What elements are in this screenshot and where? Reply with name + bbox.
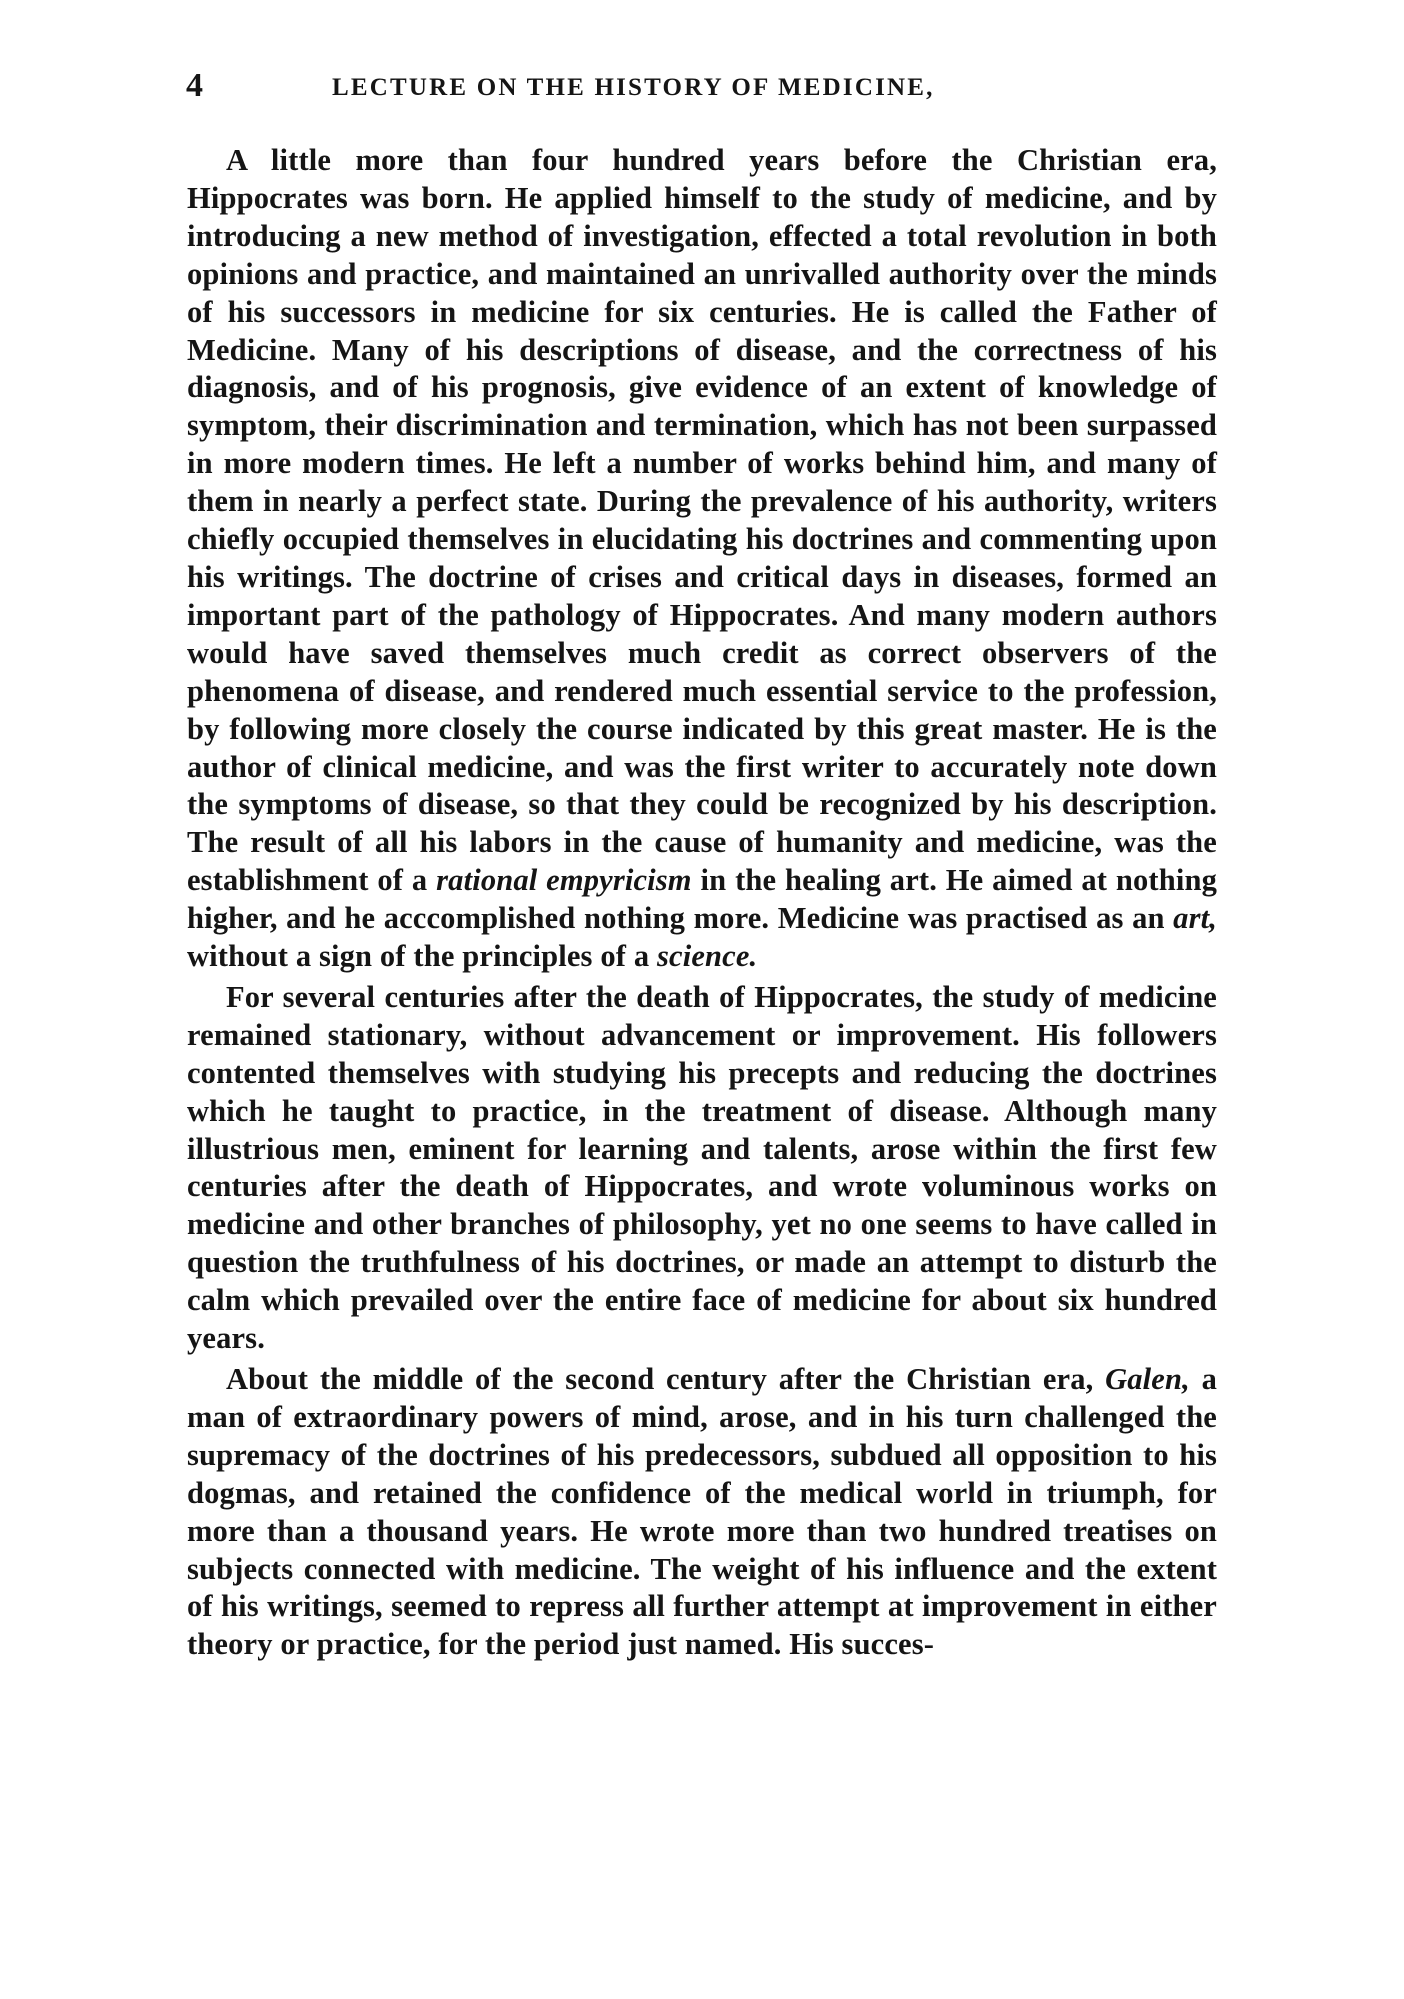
paragraph-galen: [187, 1361, 1217, 1664]
paragraph-text: a man of extraordinary powers of mind, arose, and in his turn challenged the supremacy of the doctrines of his predecessors, subdued all opposition to his dogmas, and retained the confidence of the medical world in triumph, for more than a thousand years. He wrote more than two hundred treatises on subjects connected with medicine. The weight of his influence and the extent of his writings, seemed to repress all further attempt at improvement in either theory or practice, for the period just named. His succes-: [187, 1362, 1217, 1662]
page-number: 4: [186, 67, 203, 104]
running-head: [186, 66, 1216, 110]
paragraph-text: A little more than four hundred years before the Christian era, Hippocrates was born. He applied himself to the study of medicine, and by introducing a new method of investigation, effected a total revolution in both opinions and practice, and maintained an unrivalled authority over the minds of his successors in medicine for six centuries. He is called the Father of Medicine. Many of his descriptions of disease, and the correctness of his diagnosis, and of his prognosis, give evidence of an extent of knowledge of symptom, their discrimination and termination, which has not been surpassed in more modern times. He left a number of works behind him, and many of them in nearly a perfect state. During the prevalence of his authority, writers chiefly occupied themselves in elucidating his doctrines and commenting upon his writings. The doctrine of crises and critical days in diseases, formed an important part of the pathology of Hippocrates. And many modern authors would have saved themselves much credit as correct observers of the phenomena of disease, and rendered much essential service to the profession, by following more closely the course indicated by this great master. He is the author of clinical medicine, and was the first writer to accurately note down the symptoms of disease, so that they could be recognized by his description. The result of all his labors in the cause of humanity and medicine, was the establishment of a: [187, 143, 1217, 898]
paragraph-text: For several centuries after the death of Hippocrates, the study of medicine remained stationary, without advancement or improvement. His followers contented themselves with studying his precepts and reducing the doctrines which he taught to practice, in the treatment of disease. Although many illustrious men, eminent for learning and talents, arose within the first few centuries after the death of Hippocrates, and wrote voluminous works on medicine and other branches of philosophy, yet no one seems to have called in question the truthfulness of his doctrines, or made an attempt to disturb the calm which prevailed over the entire face of medicine for about six hundred years.: [187, 979, 1217, 1356]
paragraph-text: About the middle of the second century after the Christian era,: [226, 1362, 1106, 1396]
paragraph-hippocrates: [187, 142, 1217, 976]
paragraph-text: without a sign of the principles of a: [187, 939, 658, 974]
running-title: LECTURE ON THE HISTORY OF MEDICINE,: [332, 74, 935, 101]
italic-phrase: rational empyricism: [436, 863, 692, 898]
italic-name: Galen,: [1105, 1362, 1190, 1396]
paragraph-followers: [187, 979, 1217, 1358]
paragraph-text: in the healing art. He aimed at nothing higher, and he acccomplished nothing more. Medicine was practised as an: [187, 863, 1217, 936]
italic-word: art,: [1173, 901, 1217, 936]
body-text: [187, 142, 1217, 1667]
italic-word: science.: [657, 939, 758, 974]
